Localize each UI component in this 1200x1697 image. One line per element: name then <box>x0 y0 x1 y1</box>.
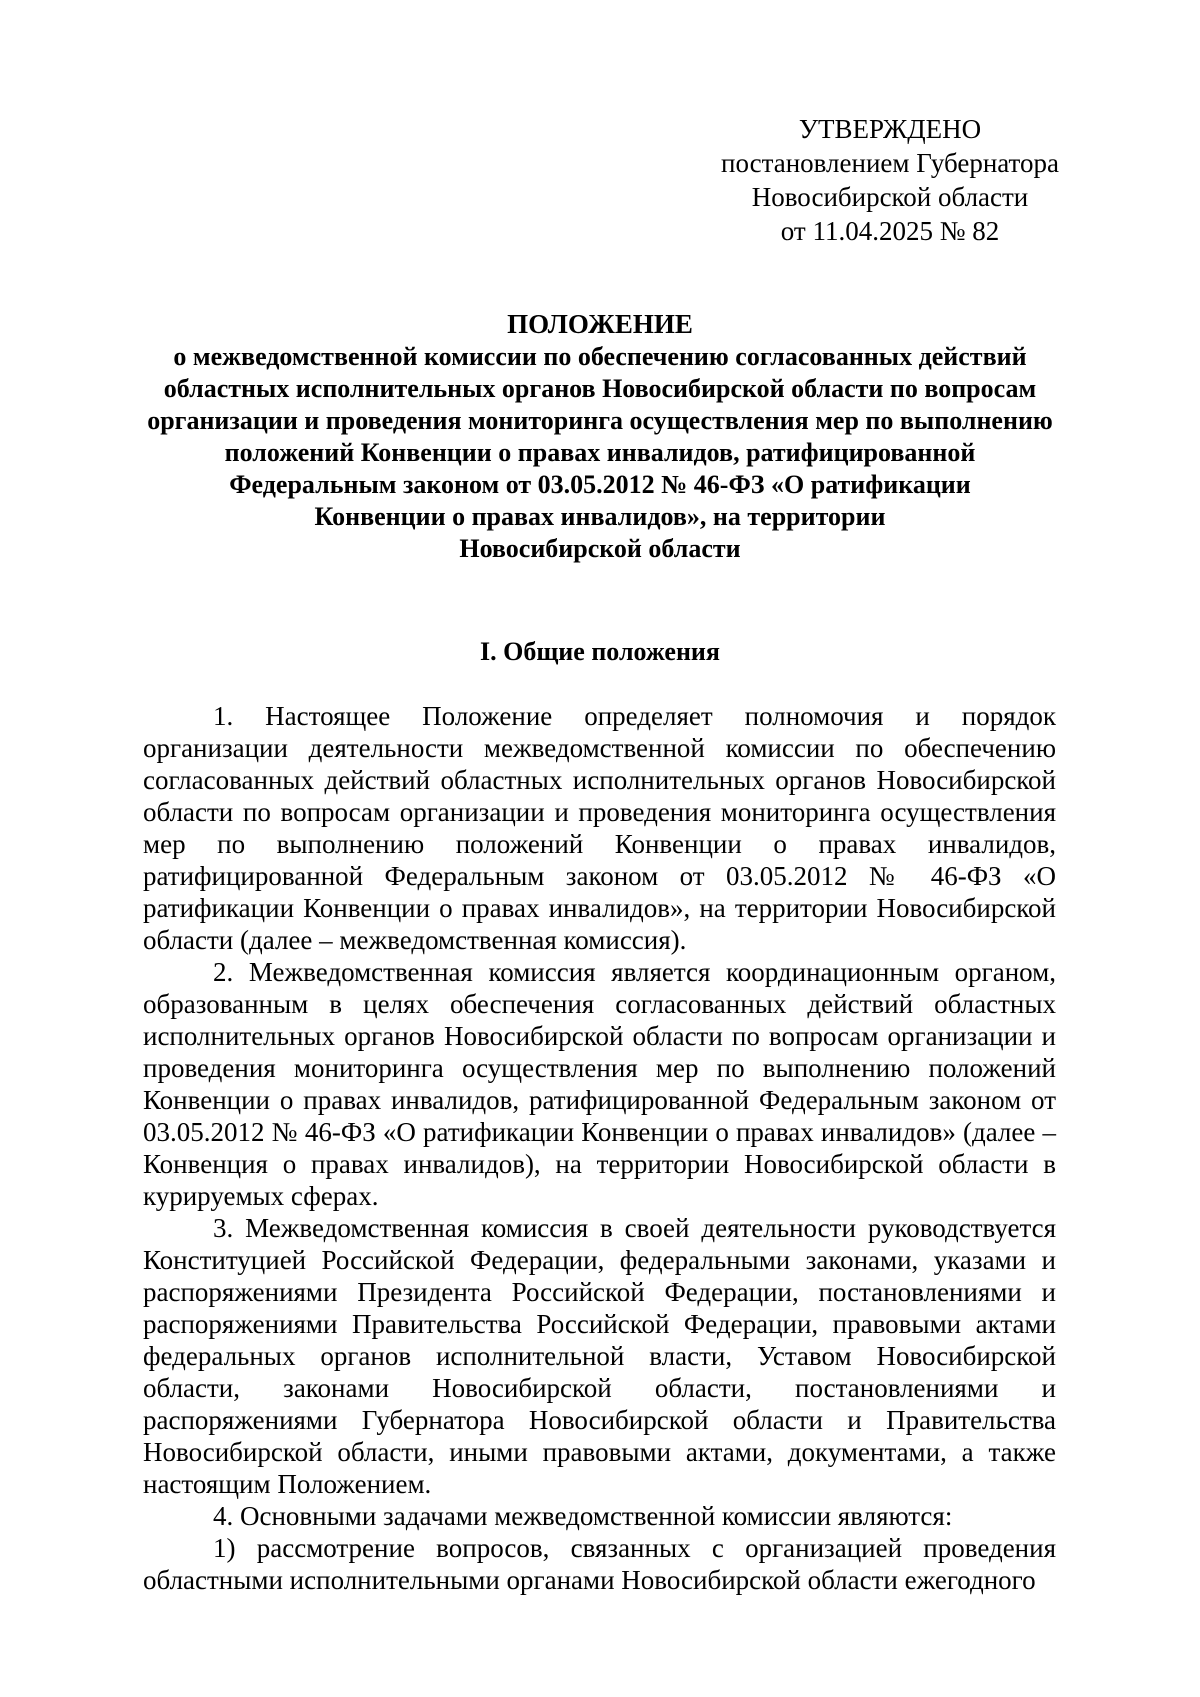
paragraph-1: 1. Настоящее Положение определяет полномочия и порядок организации деятельности межведомственной комиссии по обеспечению согласованных действий областных исполнительных органов Новосибирской области по вопросам организации и проведения мониторинга осуществления мер по выполнению положений Конвенции о правах инвалидов, ратифицированной Федеральным законом от 03.05.2012 № 46-ФЗ «О ратификации Конвенции о правах инвалидов», на территории Новосибирской области (далее – межведомственная комиссия). <box>143 701 1056 955</box>
approval-stamp <box>630 112 1150 248</box>
title-line: о межведомственной комиссии по обеспечению согласованных действий <box>173 342 1027 371</box>
title-line: организации и проведения мониторинга осуществления мер по выполнению <box>147 406 1053 435</box>
approval-date-number: от 11.04.2025 № 82 <box>780 216 1000 246</box>
paragraph-4: 4. Основными задачами межведомственной комиссии являются: <box>213 1501 953 1531</box>
section-heading: I. Общие положения <box>480 637 720 666</box>
title-line: Новосибирской области <box>459 534 741 563</box>
title-line: Конвенции о правах инвалидов», на территории <box>314 502 886 531</box>
approval-issuer: постановлением Губернатора <box>721 148 1059 178</box>
approval-heading: УТВЕРЖДЕНО <box>798 114 982 144</box>
title-main: ПОЛОЖЕНИЕ <box>507 309 693 339</box>
paragraph-3: 3. Межведомственная комиссия в своей деятельности руководствуется Конституцией Российской Федерации, федеральными законами, указами и распоряжениями Президента Российской Федерации, постановлениями и распоряжениями Правительства Российской Федерации, правовыми актами федеральных органов исполнительной власти, Уставом Новосибирской области, законами Новосибирской области, постановлениями и распоряжениями Губернатора Новосибирской области и Правительства Новосибирской области, иными правовыми актами, документами, а также настоящим Положением. <box>143 1213 1056 1499</box>
document-title <box>140 308 1060 565</box>
document-body <box>143 700 1056 1596</box>
approval-region: Новосибирской области <box>751 182 1029 212</box>
title-line: областных исполнительных органов Новосибирской области по вопросам <box>163 374 1037 403</box>
paragraph-2: 2. Межведомственная комиссия является координационным органом, образованным в целях обеспечения согласованных действий областных исполнительных органов Новосибирской области по вопросам организации и проведения мониторинга осуществления мер по выполнению положений Конвенции о правах инвалидов, ратифицированной Федеральным законом от 03.05.2012 № 46-ФЗ «О ратификации Конвенции о правах инвалидов» (далее – Конвенция о правах инвалидов), на территории Новосибирской области в курируемых сферах. <box>143 957 1056 1211</box>
title-line: положений Конвенции о правах инвалидов, ратифицированной <box>224 438 976 467</box>
paragraph-4-item-1: 1) рассмотрение вопросов, связанных с организацией проведения областными исполнительными органами Новосибирской области ежегодного <box>143 1533 1056 1595</box>
title-line: Федеральным законом от 03.05.2012 № 46-ФЗ «О ратификации <box>229 470 971 499</box>
